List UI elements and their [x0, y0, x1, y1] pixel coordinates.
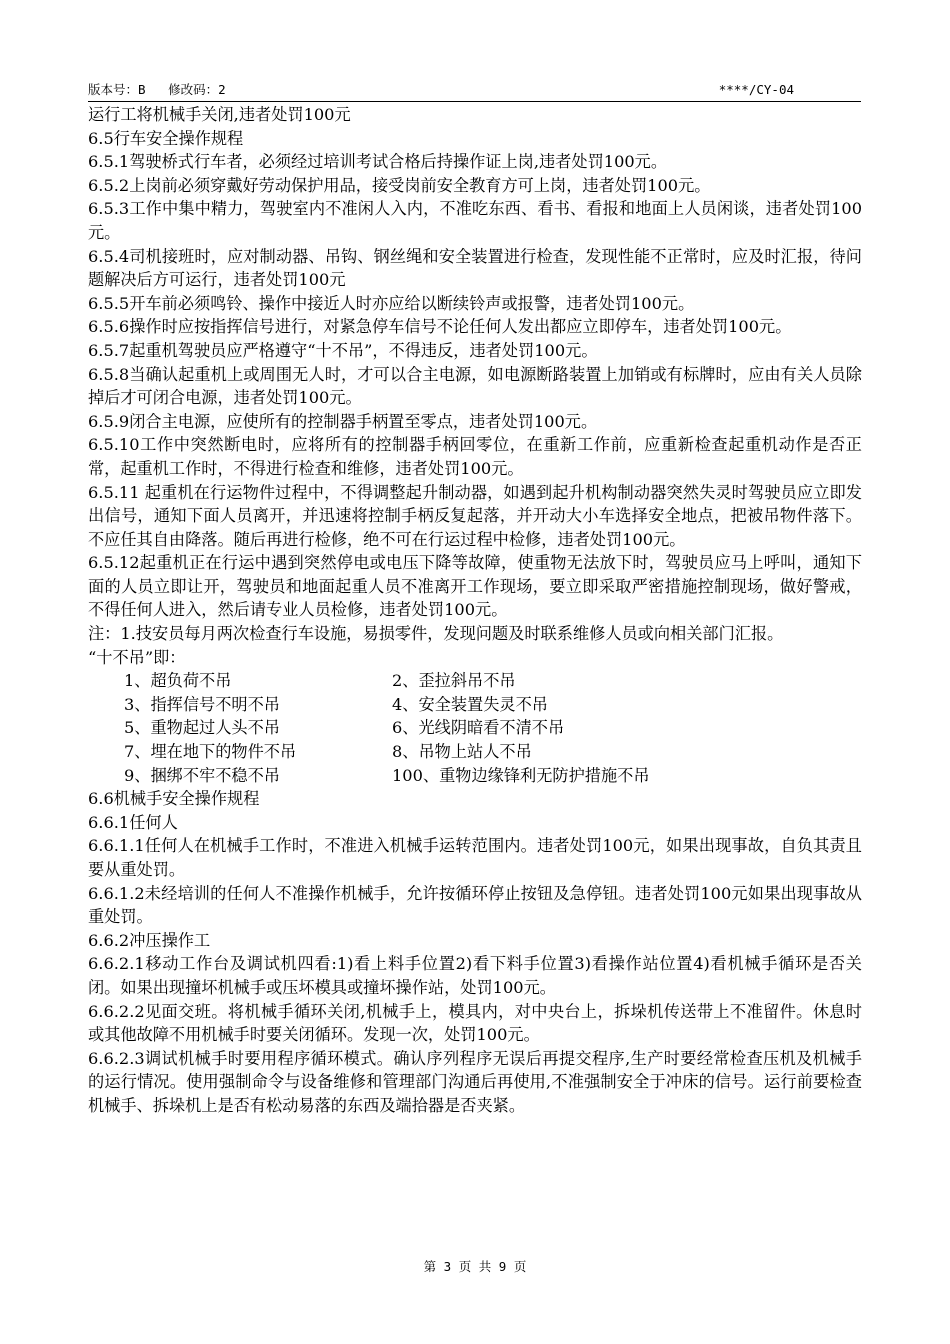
paragraph: 6.6.2.1移动工作台及调试机四看:1)看上料手位置2)看下料手位置3)看操作站位置4)看机械手循环是否关闭。如果出现撞坏机械手或压坏模具或撞坏操作站，处罚100元。 — [88, 954, 862, 997]
rule-item: 9、捆绑不牢不稳不吊 — [124, 765, 280, 785]
paragraph: 6.5.6操作时应按指挥信号进行，对紧急停车信号不论任何人发出都应立即停车，违者处罚100元。 — [88, 317, 792, 337]
paragraph: 6.5.2上岗前必须穿戴好劳动保护用品，接受岗前安全教育方可上岗，违者处罚100元。 — [88, 175, 711, 195]
paragraph: 6.5.7起重机驾驶员应严格遵守“十不吊”，不得违反，违者处罚100元。 — [88, 340, 598, 360]
paragraph: 6.5.3工作中集中精力，驾驶室内不准闲人入内，不准吃东西、看书、看报和地面上人员闲谈，违者处罚100元。 — [88, 199, 862, 242]
header-divider — [88, 101, 861, 102]
document-body — [88, 103, 862, 1118]
paragraph: 6.5.5开车前必须鸣铃、操作中接近人时亦应给以断续铃声或报警，违者处罚100元。 — [88, 293, 695, 313]
rule-item: 6、光线阴暗看不清不吊 — [392, 718, 565, 738]
ten-rules-list — [88, 669, 862, 787]
page-header — [88, 80, 794, 100]
section-heading: 6.5行车安全操作规程 — [88, 128, 244, 148]
ten-rules-title: “十不吊”即： — [88, 647, 186, 667]
paragraph: 6.6.1.2未经培训的任何人不准操作机械手，允许按循环停止按钮及急停钮。违者处罚100元如果出现事故从重处罚。 — [88, 883, 862, 927]
rule-item: 4、安全装置失灵不吊 — [392, 694, 548, 714]
paragraph: 6.5.8当确认起重机上或周围无人时，才可以合主电源，如电源断路装置上加销或有标牌时，应由有关人员除掉后才可闭合电源，违者处罚100元。 — [88, 364, 862, 408]
rule-item: 8、吊物上站人不吊 — [392, 742, 532, 762]
subsection-heading: 6.6.2冲压操作工 — [88, 930, 211, 950]
subsection-heading: 6.6.1任何人 — [88, 812, 178, 832]
rule-item: 5、重物起过人头不吊 — [124, 718, 280, 738]
rule-item: 7、埋在地下的物件不吊 — [124, 742, 297, 762]
page-footer: 第 3 页 共 9 页 — [423, 1259, 527, 1274]
paragraph: 6.5.12起重机正在行运中遇到突然停电或电压下降等故障，使重物无法放下时，驾驶员应马上呼叫，通知下面的人员立即让开，驾驶员和地面起重人员不准离开工作现场，要立即采取严密措施控制现场，做好警戒，不得任何人进入，然后请专业人员检修，违者处罚100元。 — [88, 553, 862, 620]
paragraph: 6.6.1.1任何人在机械手工作时，不准进入机械手运转范围内。违者处罚100元，如果出现事故，自负其责且要从重处罚。 — [88, 836, 862, 879]
rule-item: 100、重物边缘锋利无防护措施不吊 — [392, 765, 650, 785]
paragraph: 运行工将机械手关闭,违者处罚100元 — [88, 105, 351, 124]
rule-item: 2、歪拉斜吊不吊 — [392, 671, 516, 691]
document-code: ****/CY-04 — [718, 82, 794, 97]
paragraph: 6.5.10工作中突然断电时，应将所有的控制器手柄回零位，在重新工作前，应重新检查起重机动作是否正常，起重机工作时，不得进行检查和维修，违者处罚100元。 — [88, 435, 862, 478]
rule-item: 3、指挥信号不明不吊 — [124, 694, 280, 714]
paragraph: 6.5.4司机接班时，应对制动器、吊钩、钢丝绳和安全装置进行检查，发现性能不正常时，应及时汇报，待问题解决后方可运行，违者处罚100元 — [88, 246, 862, 290]
rule-item: 1、超负荷不吊 — [124, 671, 232, 691]
note: 注：1.技安员每月两次检查行车设施，易损零件，发现问题及时联系维修人员或向相关部门汇报。 — [88, 624, 784, 644]
version-info: 版本号：B 修改码：2 — [88, 82, 226, 97]
paragraph: 6.6.2.2见面交班。将机械手循环关闭,机械手上，模具内，对中央台上，拆垛机传送带上不准留件。休息时或其他故障不用机械手时要关闭循环。发现一次，处罚100元。 — [88, 1001, 862, 1045]
paragraph: 6.6.2.3调试机械手时要用程序循环模式。确认序列程序无误后再提交程序,生产时要经常检查压机及机械手的运行情况。使用强制命令与设备维修和管理部门沟通后再使用,不准强制安全于冲床的信号。运行前要检查机械手、拆垛机上是否有松动易落的东西及端拾器是否夹紧。 — [88, 1048, 862, 1115]
paragraph: 6.5.9闭合主电源，应使所有的控制器手柄置至零点，违者处罚100元。 — [88, 411, 598, 431]
paragraph: 6.5.11 起重机在行运物件过程中，不得调整起升制动器，如遇到起升机构制动器突然失灵时驾驶员应立即发出信号，通知下面人员离开，并迅速将控制手柄反复起落，并开动大小车选择安全地点，把被吊物件落下。不应任其自由降落。随后再进行检修，绝不可在行运过程中检修，违者处罚100元。 — [88, 482, 862, 549]
section-heading: 6.6机械手安全操作规程 — [88, 789, 260, 809]
paragraph: 6.5.1驾驶桥式行车者，必须经过培训考试合格后持操作证上岗,违者处罚100元。 — [88, 152, 668, 172]
